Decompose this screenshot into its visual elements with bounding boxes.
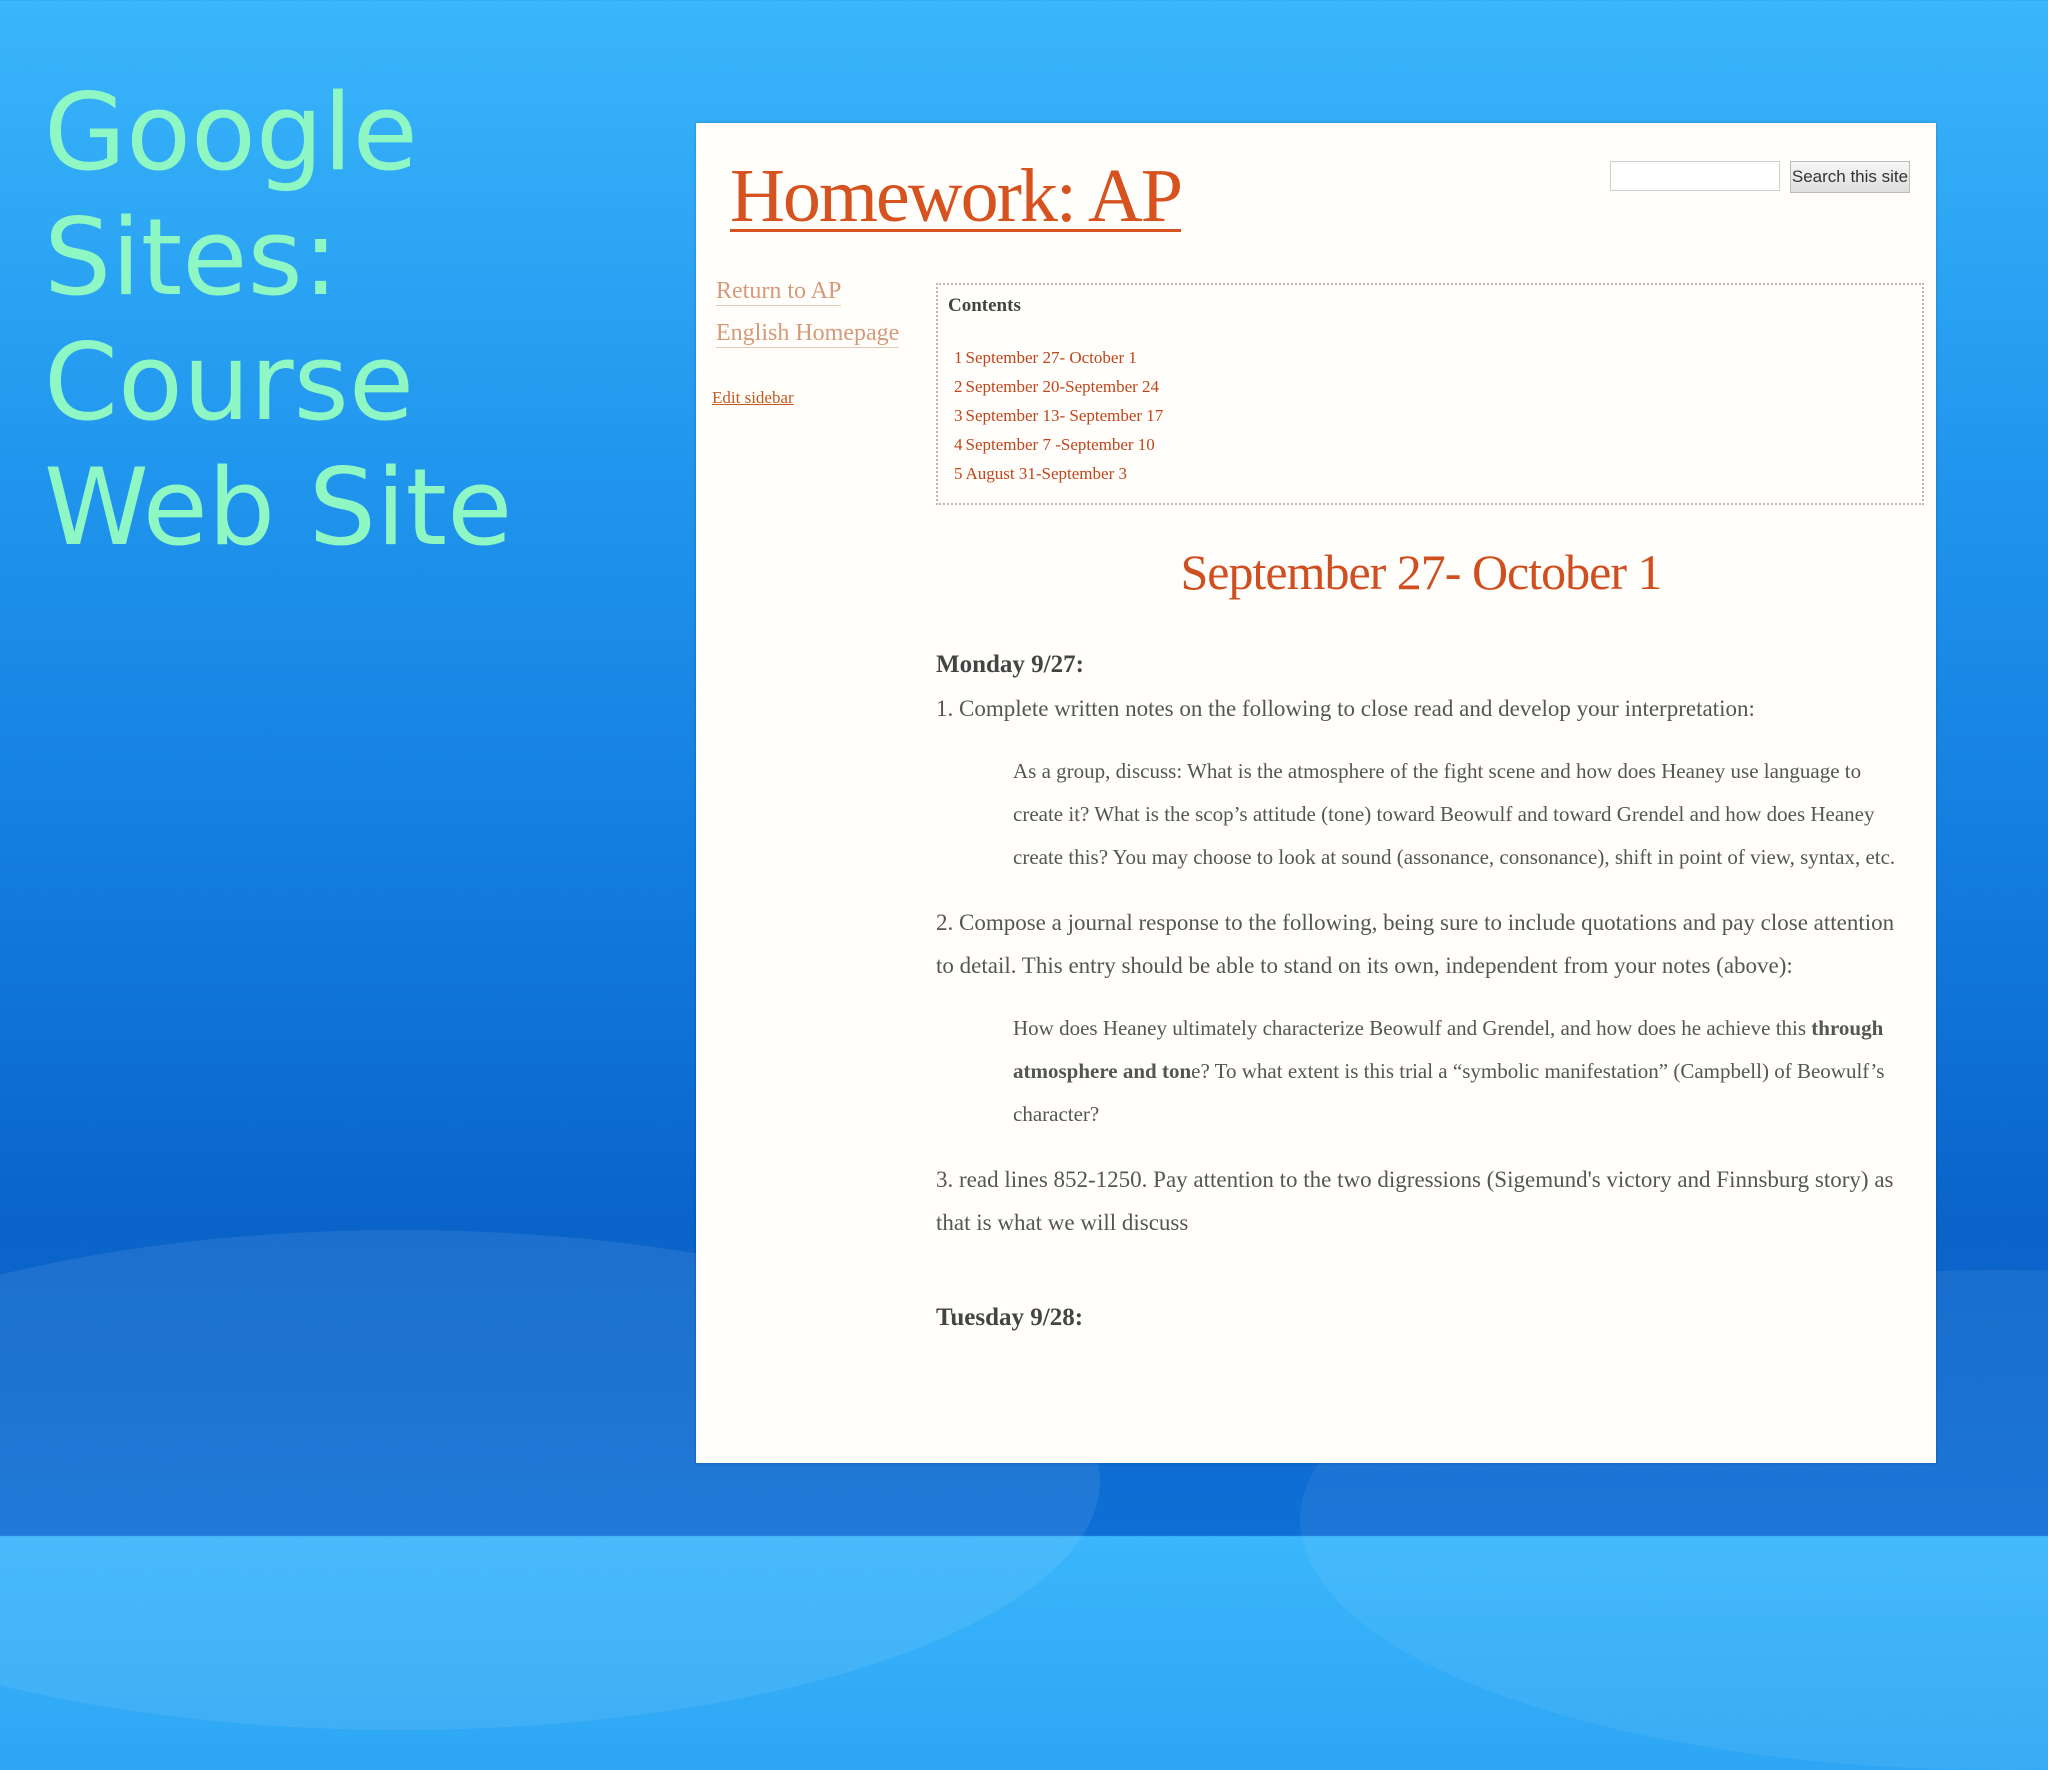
toc-item-label: September 7 -September 10	[965, 435, 1155, 454]
slide-title-line: Course	[44, 321, 415, 444]
day-label-tuesday: Tuesday 9/28:	[936, 1304, 1084, 1331]
toc-item-label: September 27- October 1	[965, 348, 1137, 367]
toc-list	[948, 343, 1912, 488]
assignment-item-1-detail: As a group, discuss: What is the atmosphere of the fight scene and how does Heaney use language to create it? What is the scop’s attitude (tone) toward Beowulf and toward Grendel and how does Heaney create this? You may choose to look at sound (assonance, consonance), shift in point of view, syntax, etc.	[1013, 759, 1896, 869]
slide-title-line: Sites:	[44, 196, 339, 319]
slide-title-line: Web Site	[44, 446, 513, 569]
toc-item[interactable]	[954, 401, 1912, 430]
toc-item-label: September 20-September 24	[965, 377, 1160, 396]
slide-title	[44, 70, 644, 570]
toc-item-label: August 31-September 3	[965, 464, 1127, 483]
toc-item-label: September 13- September 17	[965, 406, 1164, 425]
toc-heading: Contents	[948, 295, 1021, 316]
assignment-item-2-detail	[1013, 1007, 1906, 1136]
edit-sidebar-link[interactable]: Edit sidebar	[712, 388, 794, 407]
toc-item[interactable]	[954, 372, 1912, 401]
site-title[interactable]: Homework: AP	[730, 154, 1181, 238]
toc-item-number: 3	[954, 406, 963, 425]
day-label-monday: Monday 9/27:	[936, 651, 1084, 678]
toc-item-number: 2	[954, 377, 963, 396]
website-screenshot	[696, 123, 1936, 1463]
toc-item[interactable]	[954, 430, 1912, 459]
toc-item-number: 1	[954, 348, 963, 367]
assignment-item-3: 3. read lines 852-1250. Pay attention to the two digressions (Sigemund's victory and Finnsburg story) as that is what we will discuss	[936, 1167, 1894, 1235]
table-of-contents	[936, 283, 1924, 505]
toc-item[interactable]	[954, 343, 1912, 372]
search-input[interactable]	[1610, 161, 1780, 191]
sidebar-link-return-to-ap[interactable]: Return to AP	[716, 278, 842, 304]
toc-item-number: 4	[954, 435, 963, 454]
detail-bold-text: through atmosphere and ton	[1013, 1016, 1884, 1083]
sidebar	[712, 278, 906, 408]
detail-text: How does Heaney ultimately characterize Beowulf and Grendel, and how does he achieve this	[1013, 1016, 1812, 1040]
assignment-item-1: 1. Complete written notes on the following to close read and develop your interpretation:	[936, 696, 1755, 721]
toc-item[interactable]	[954, 459, 1912, 488]
toc-item-number: 5	[954, 464, 963, 483]
sidebar-link-english-homepage[interactable]: English Homepage	[716, 320, 900, 346]
detail-text: e? To what extent is this trial a “symbolic manifestation” (Campbell) of Beowulf’s character?	[1013, 1059, 1885, 1126]
search-button[interactable]: Search this site	[1790, 161, 1910, 193]
assignment-item-2: 2. Compose a journal response to the following, being sure to include quotations and pay close attention to detail. This entry should be able to stand on its own, independent from your notes (above):	[936, 910, 1895, 978]
section-title: September 27- October 1	[1180, 544, 1662, 600]
main-content	[936, 543, 1906, 1340]
slide-title-line: Google	[44, 71, 418, 194]
